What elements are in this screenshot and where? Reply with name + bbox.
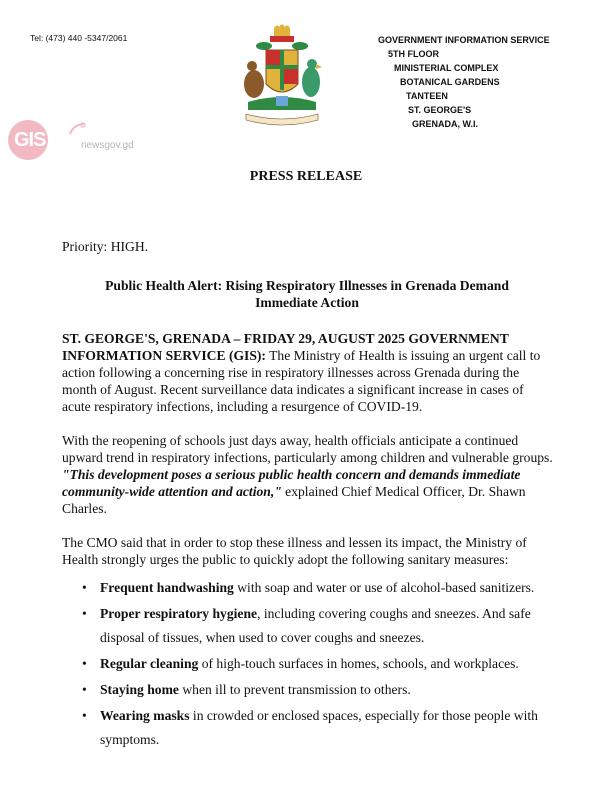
bullet-icon: • <box>82 708 87 723</box>
address-line: BOTANICAL GARDENS <box>400 77 500 87</box>
list-item <box>62 602 554 650</box>
measure-lead: Staying home <box>100 682 179 697</box>
list-item <box>62 652 554 676</box>
paragraph-schools <box>62 432 554 517</box>
press-release-label: PRESS RELEASE <box>249 169 363 184</box>
paragraph-text: explained Chief Medical Officer, Dr. Shawn Charles. <box>62 484 526 516</box>
measure-text: with soap and water or use of alcohol-based sanitizers. <box>233 580 535 595</box>
address-line: GOVERNMENT INFORMATION SERVICE <box>378 35 550 45</box>
dateline: ST. GEORGE'S, GRENADA – FRIDAY 29, AUGUST 2025 GOVERNMENT INFORMATION SERVICE (GIS): <box>62 331 509 363</box>
paragraph-text: The Ministry of Health is issuing an urgent call to action following a concerning rise in respiratory illnesses across Grenada during the month of August. Recent surveillance data indicates a significant increase in cases of acute respiratory infections, including a resurgence of COVID-19. <box>62 348 541 414</box>
measure-text: , including covering coughs and sneezes. And safe disposal of tissues, when used to cover coughs and sneezes. <box>100 606 531 645</box>
telephone-number: Tel: (473) 440 -5347/2061 <box>30 33 128 43</box>
address-line: 5TH FLOOR <box>388 49 439 59</box>
swoosh-icon <box>68 122 86 136</box>
address-line: GRENADA, W.I. <box>412 119 479 129</box>
bullet-icon: • <box>82 656 87 671</box>
measure-text: in crowded or enclosed spaces, especially for those people with symptoms. <box>100 708 538 747</box>
measure-text: when ill to prevent transmission to others. <box>178 682 411 697</box>
address-line: ST. GEORGE'S <box>408 105 472 115</box>
paragraph-text: With the reopening of schools just days away, health officials anticipate a continued upward trend in respiratory infections, particularly among children and vulnerable groups. <box>62 433 553 465</box>
list-item <box>62 576 554 600</box>
logo-mark: GIS <box>14 129 46 151</box>
measure-lead: Wearing masks <box>100 708 190 723</box>
measure-lead: Proper respiratory hygiene <box>100 606 258 621</box>
cmo-quote: "This development poses a serious public health concern and demands immediate community-wide attention and action," <box>62 467 521 499</box>
bullet-icon: • <box>82 682 87 697</box>
gis-address-block <box>378 33 550 131</box>
paragraph-measures: The CMO said that in order to stop these illness and lessen its impact, the Ministry of Health strongly urges the public to quickly adopt the following sanitary measures: <box>62 535 527 567</box>
list-item <box>62 678 554 702</box>
bullet-icon: • <box>82 580 87 595</box>
bullet-icon: • <box>82 606 87 621</box>
paragraph-intro <box>62 330 554 415</box>
priority-line: Priority: HIGH. <box>62 239 149 254</box>
address-line: MINISTERIAL COMPLEX <box>394 63 499 73</box>
measure-lead: Regular cleaning <box>100 656 199 671</box>
list-item <box>62 704 554 752</box>
measure-lead: Frequent handwashing <box>100 580 234 595</box>
headline-line: Immediate Action <box>255 295 359 310</box>
logo-text: newsgov.gd <box>81 140 134 151</box>
headline <box>62 277 552 311</box>
address-line: TANTEEN <box>406 91 448 101</box>
measure-text: of high-touch surfaces in homes, schools, and workplaces. <box>198 656 519 671</box>
coat-of-arms-icon <box>240 24 324 132</box>
measures-list <box>62 576 554 754</box>
gis-logo <box>8 120 148 164</box>
headline-line: Public Health Alert: Rising Respiratory Illnesses in Grenada Demand <box>105 278 509 293</box>
